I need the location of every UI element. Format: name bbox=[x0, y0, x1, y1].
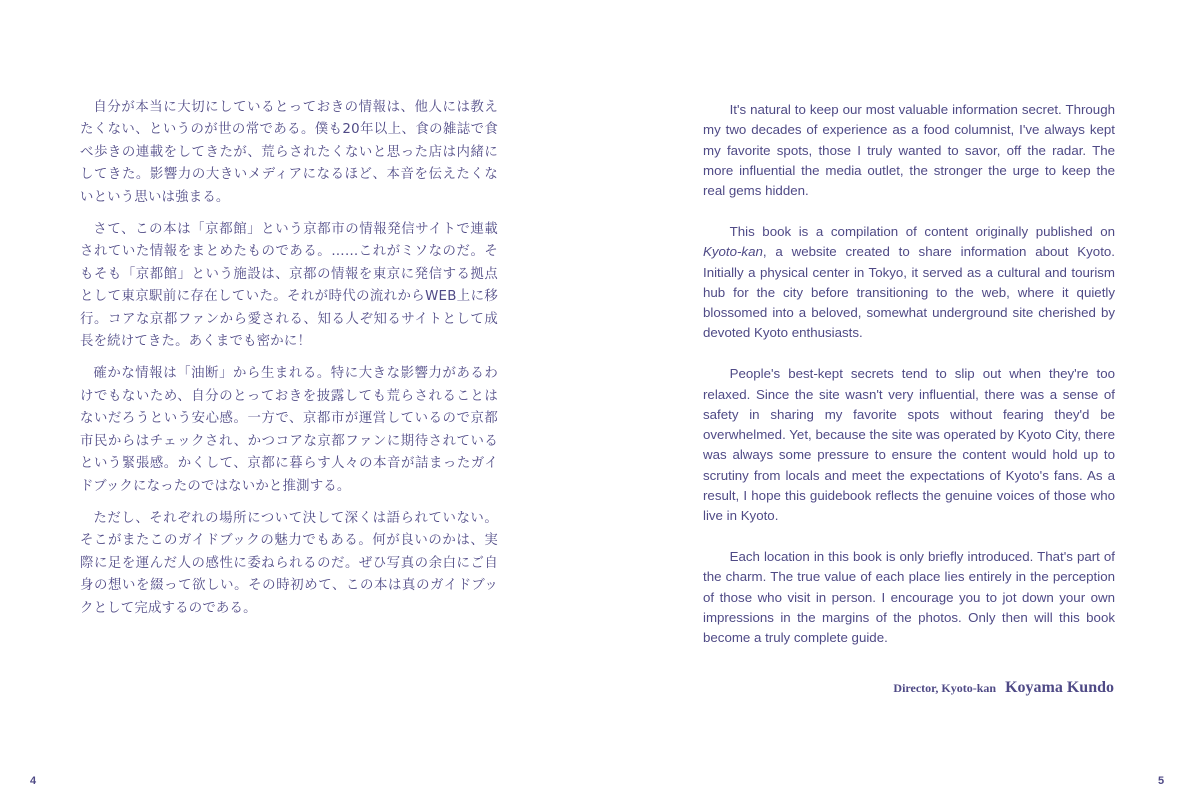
page-number-left: 4 bbox=[30, 775, 37, 787]
en-paragraph-1: It's natural to keep our most valuable information secret. Through my two decades of experience as a food columnist, I've always kept my favorite spots, those I truly wanted to savor, off the radar. The more influential the media outlet, the stronger the urge to keep the real gems hidden. bbox=[703, 102, 1115, 199]
en-paragraph-3: People's best-kept secrets tend to slip out when they're too relaxed. Since the site wasn't very influential, there was a sense of safety in sharing my favorite spots without fearing they'd be overwhelmed. Yet, because the site was operated by Kyoto City, there was always some pressure to ensure the content would hold up to scrutiny from locals and meet the expectations of Kyoto's fans. As a result, I hope this guidebook reflects the genuine voices of those who live in Kyoto. bbox=[703, 366, 1115, 524]
english-signature bbox=[893, 679, 1114, 697]
en-paragraph-2 bbox=[703, 222, 1115, 344]
english-essay bbox=[703, 100, 1115, 669]
en-signature-name: Koyama Kundo bbox=[1005, 679, 1114, 696]
jp-paragraph-4: ただし、それぞれの場所について決して深くは語られていない。そこがまたこのガイドブックの魅力でもある。何が良いのかは、実際に足を運んだ人の感性に委ねられるのだ。ぜひ写真の余白にご自身の想いを綴って欲しい。その時初めて、この本は真のガイドブックとして完成するのである。 bbox=[80, 510, 498, 616]
en-paragraph-2-end: , a website created to share information about Kyoto. Initially a physical center in Tokyo, it served as a cultural and tourism hub for the city before transitioning to the web, where it quietly blossomed into a beloved, somewhat underground site cherished by devoted Kyoto enthusiasts. bbox=[703, 244, 1115, 341]
en-paragraph-2-start: This book is a compilation of content originally published on bbox=[729, 223, 1115, 239]
jp-paragraph-2: さて、この本は「京都館」という京都市の情報発信サイトで連載されていた情報をまとめたものである。……これがミソなのだ。そもそも「京都館」という施設は、京都の情報を東京に発信する拠点として東京駅前に存在していた。それが時代の流れからWEB上に移行。コアな京都ファンから愛される、知る人ぞ知るサイトとして成長を続けてきた。あくまでも密かに！ bbox=[80, 222, 498, 350]
jp-paragraph-1: 自分が本当に大切にしているとっておきの情報は、他人には教えたくない、というのが世の常である。僕も20年以上、食の雑誌で食べ歩きの連載をしてきたが、荒らされたくないと思った店は内緒にしてきた。影響力の大きいメディアになるほど、本音を伝えたくないという思いは強まる。 bbox=[80, 100, 498, 205]
japanese-essay bbox=[80, 97, 498, 630]
kyoto-kan-emphasis: Kyoto-kan bbox=[703, 244, 763, 260]
en-signature-role: Director, Kyoto-kan bbox=[893, 681, 997, 695]
page-number-right: 5 bbox=[1158, 775, 1165, 787]
en-paragraph-4: Each location in this book is only briefly introduced. That's part of the charm. The true value of each place lies entirely in the perception of those who visit in person. I encourage you to jot down your own impressions in the margins of the photos. Only then will this book become a truly complete guide. bbox=[703, 549, 1115, 646]
jp-paragraph-3: 確かな情報は「油断」から生まれる。特に大きな影響力があるわけでもないため、自分のとっておきを披露しても荒らされることはないだろうという安心感。一方で、京都市が運営しているので京都市民からはチェックされ、かつコアな京都ファンに期待されているという緊張感。かくして、京都に暮らす人々の本音が詰まったガイドブックになったのではないかと推測する。 bbox=[80, 366, 498, 494]
